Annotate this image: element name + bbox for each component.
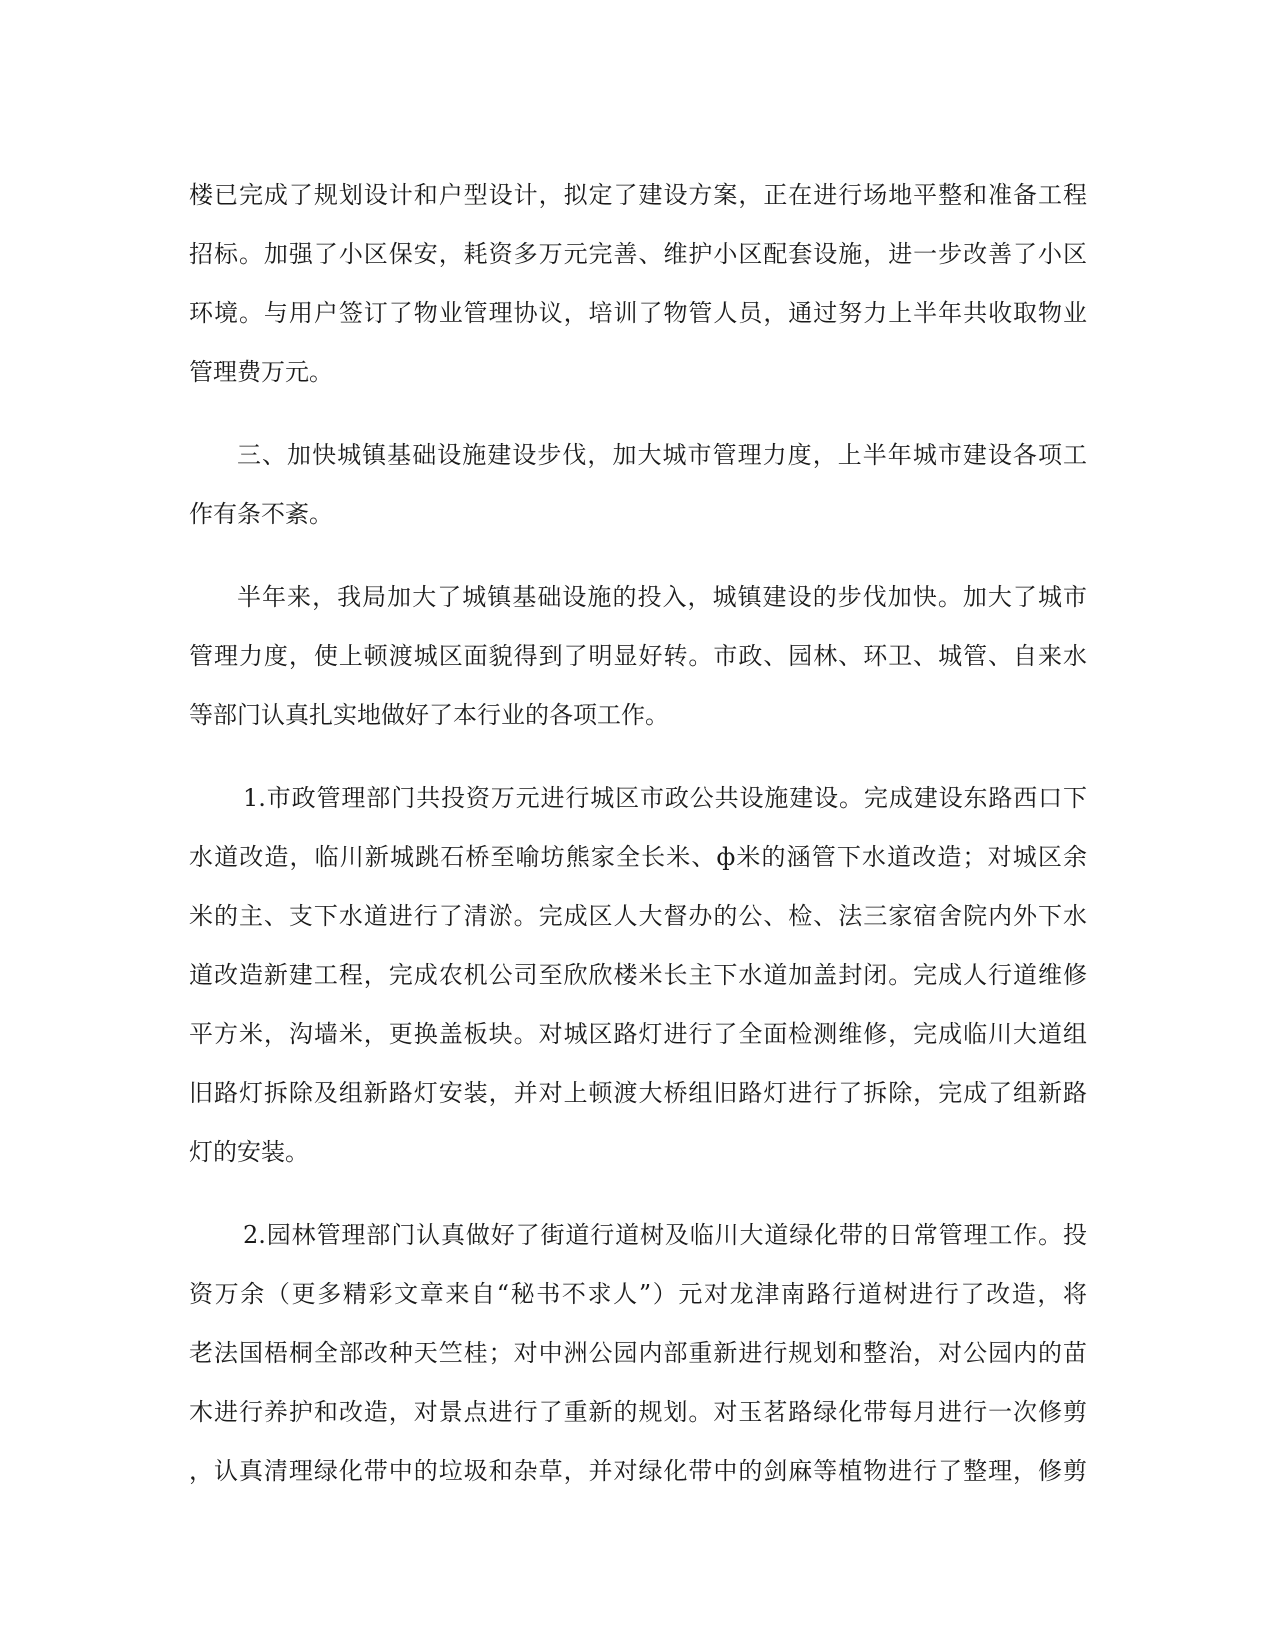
- text-line: 作有条不紊。: [189, 500, 333, 528]
- text-line: 平方米，沟墙米，更换盖板块。对城区路灯进行了全面检测维修，完成临川大道组: [189, 1020, 1087, 1048]
- text-line: 灯的安装。: [189, 1138, 309, 1166]
- text-line: 管理力度，使上顿渡城区面貌得到了明显好转。市政、园林、环卫、城管、自来水: [189, 642, 1087, 670]
- text-line: 老法国梧桐全部改种天竺桂；对中洲公园内部重新进行规划和整治，对公园内的苗: [189, 1339, 1087, 1367]
- text-line: 等部门认真扎实地做好了本行业的各项工作。: [189, 701, 669, 729]
- document-body: [189, 166, 1087, 1501]
- text-line: 半年来，我局加大了城镇基础设施的投入，城镇建设的步伐加快。加大了城市: [237, 583, 1087, 611]
- text-line: 2.园林管理部门认真做好了街道行道树及临川大道绿化带的日常管理工作。投: [243, 1221, 1087, 1249]
- text-line: 资万余（更多精彩文章来自“秘书不求人”）元对龙津南路行道树进行了改造，将: [189, 1280, 1087, 1308]
- paragraph-1: [189, 166, 1087, 402]
- text-line: ，认真清理绿化带中的垃圾和杂草，并对绿化带中的剑麻等植物进行了整理，修剪: [189, 1457, 1087, 1485]
- text-line: 木进行养护和改造，对景点进行了重新的规划。对玉茗路绿化带每月进行一次修剪: [189, 1398, 1087, 1426]
- text-line: 道改造新建工程，完成农机公司至欣欣楼米长主下水道加盖封闭。完成人行道维修: [189, 961, 1087, 989]
- text-line: 水道改造，临川新城跳石桥至喻坊熊家全长米、ф米的涵管下水道改造；对城区余: [189, 843, 1087, 871]
- text-line: 招标。加强了小区保安，耗资多万元完善、维护小区配套设施，进一步改善了小区: [189, 240, 1087, 268]
- text-line: 1.市政管理部门共投资万元进行城区市政公共设施建设。完成建设东路西口下: [243, 784, 1087, 812]
- paragraph-2: [189, 426, 1087, 544]
- text-line: 楼已完成了规划设计和户型设计，拟定了建设方案，正在进行场地平整和准备工程: [189, 181, 1087, 209]
- paragraph-4: [189, 769, 1087, 1182]
- text-line: 管理费万元。: [189, 358, 333, 386]
- paragraph-3: [189, 568, 1087, 745]
- text-line: 米的主、支下水道进行了清淤。完成区人大督办的公、检、法三家宿舍院内外下水: [189, 902, 1087, 930]
- text-line: 环境。与用户签订了物业管理协议，培训了物管人员，通过努力上半年共收取物业: [189, 299, 1087, 327]
- paragraph-5: [189, 1206, 1087, 1501]
- text-line: 三、加快城镇基础设施建设步伐，加大城市管理力度，上半年城市建设各项工: [237, 441, 1087, 469]
- text-line: 旧路灯拆除及组新路灯安装，并对上顿渡大桥组旧路灯进行了拆除，完成了组新路: [189, 1079, 1087, 1107]
